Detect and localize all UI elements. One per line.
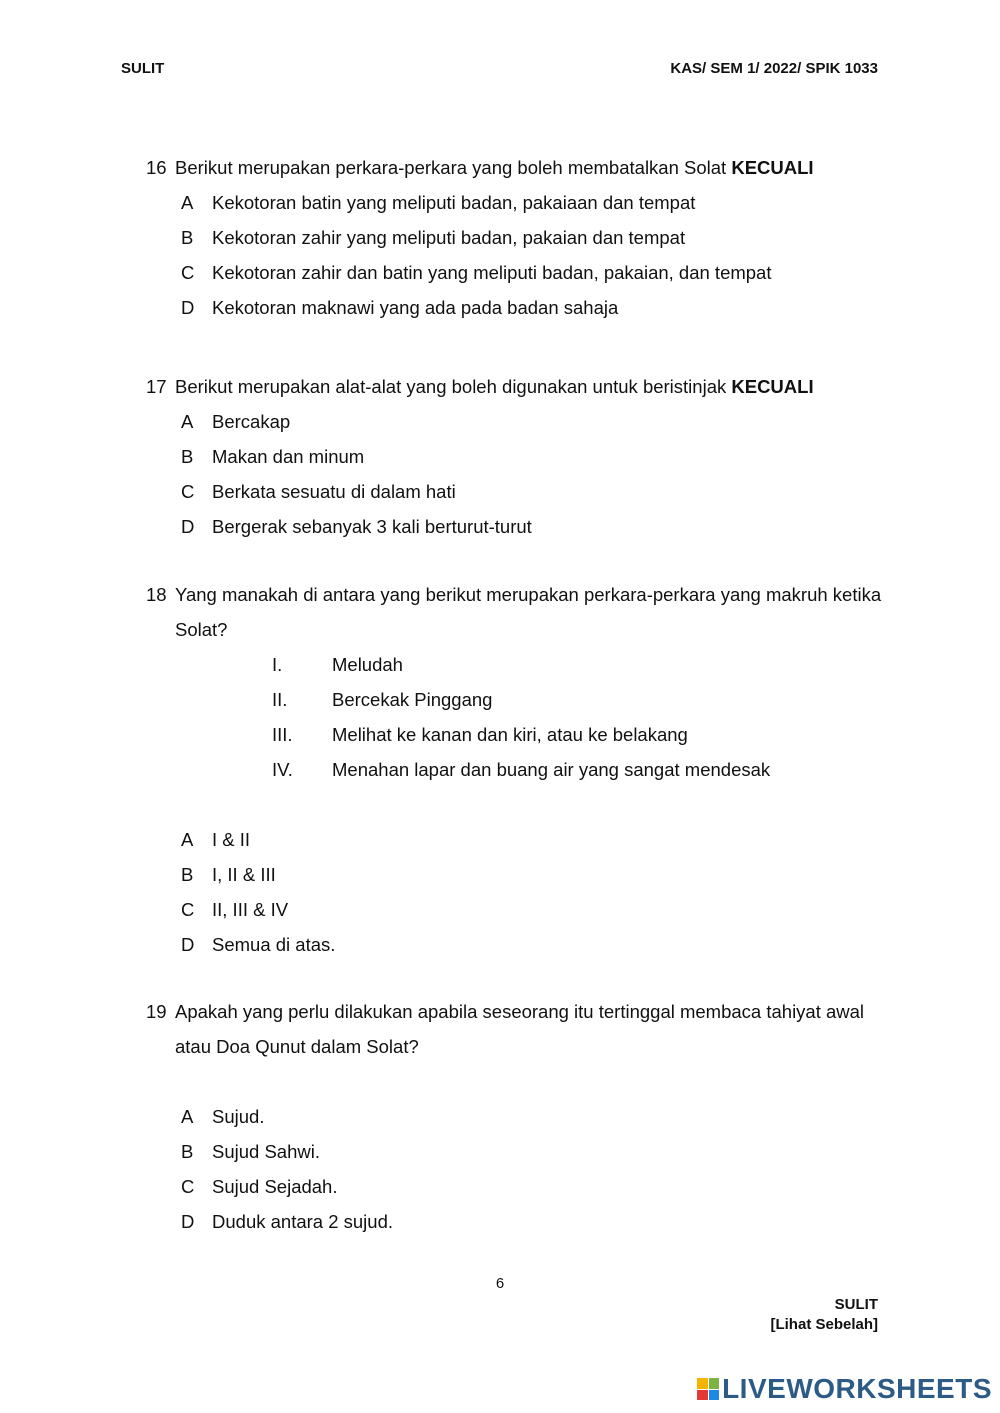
statement-i	[146, 647, 886, 682]
option-letter: B	[181, 227, 194, 248]
question-stem	[146, 369, 886, 404]
question-16	[146, 150, 886, 325]
option-c[interactable]	[146, 255, 886, 290]
question-17	[146, 369, 886, 544]
option-letter: A	[181, 411, 194, 432]
option-letter: A	[181, 192, 194, 213]
option-c[interactable]	[146, 892, 886, 927]
option-text: I & II	[212, 829, 251, 850]
option-letter: C	[181, 481, 195, 502]
liveworksheets-logo-icon	[697, 1378, 719, 1400]
question-text: Berikut merupakan perkara-perkara yang boleh membatalkan Solat KECUALI	[175, 157, 814, 178]
option-d[interactable]	[146, 1204, 886, 1239]
option-letter: A	[181, 829, 194, 850]
option-d[interactable]	[146, 927, 886, 962]
option-text: Kekotoran batin yang meliputi badan, pakaiaan dan tempat	[212, 192, 696, 213]
header-left: SULIT	[121, 60, 165, 77]
statement-text: Melihat ke kanan dan kiri, atau ke belakang	[332, 724, 688, 745]
option-text: Kekotoran zahir dan batin yang meliputi badan, pakaian, dan tempat	[212, 262, 772, 283]
question-text: Berikut merupakan alat-alat yang boleh digunakan untuk beristinjak KECUALI	[175, 376, 814, 397]
footer-sulit: SULIT	[834, 1296, 878, 1313]
option-text: Sujud Sahwi.	[212, 1141, 320, 1162]
question-number: 18	[146, 584, 167, 605]
option-text: Kekotoran maknawi yang ada pada badan sahaja	[212, 297, 619, 318]
page-number: 6	[495, 1275, 505, 1292]
option-b[interactable]	[146, 857, 886, 892]
statement-number: II.	[272, 689, 288, 710]
footer-lihat-sebelah: [Lihat Sebelah]	[770, 1316, 878, 1333]
option-text: Makan dan minum	[212, 446, 365, 467]
question-number: 16	[146, 157, 167, 178]
option-letter: D	[181, 1211, 195, 1232]
emphasis-kecuali: KECUALI	[731, 157, 814, 178]
option-d[interactable]	[146, 509, 886, 544]
option-a[interactable]	[146, 404, 886, 439]
option-text: Semua di atas.	[212, 934, 336, 955]
statement-ii	[146, 682, 886, 717]
option-text: Kekotoran zahir yang meliputi badan, pakaian dan tempat	[212, 227, 686, 248]
statement-text: Bercekak Pinggang	[332, 689, 493, 710]
statement-number: I.	[272, 654, 283, 675]
statement-iii	[146, 717, 886, 752]
option-d[interactable]	[146, 290, 886, 325]
option-letter: C	[181, 899, 195, 920]
liveworksheets-watermark	[697, 1373, 992, 1405]
option-text: Duduk antara 2 sujud.	[212, 1211, 394, 1232]
option-letter: C	[181, 1176, 195, 1197]
option-text: I, II & III	[212, 864, 276, 885]
emphasis-kecuali: KECUALI	[731, 376, 814, 397]
option-text: Bercakap	[212, 411, 291, 432]
option-a[interactable]	[146, 1099, 886, 1134]
option-b[interactable]	[146, 220, 886, 255]
option-b[interactable]	[146, 1134, 886, 1169]
option-letter: B	[181, 864, 194, 885]
option-text: Sujud Sejadah.	[212, 1176, 338, 1197]
option-letter: B	[181, 1141, 194, 1162]
header-right: KAS/ SEM 1/ 2022/ SPIK 1033	[670, 60, 878, 77]
option-a[interactable]	[146, 822, 886, 857]
option-letter: C	[181, 262, 195, 283]
option-letter: B	[181, 446, 194, 467]
question-18	[146, 577, 886, 962]
question-number: 19	[146, 1001, 167, 1022]
option-text: Sujud.	[212, 1106, 265, 1127]
option-letter: D	[181, 297, 195, 318]
option-a[interactable]	[146, 185, 886, 220]
option-c[interactable]	[146, 474, 886, 509]
option-letter: A	[181, 1106, 194, 1127]
option-c[interactable]	[146, 1169, 886, 1204]
question-stem	[146, 577, 886, 647]
statement-text: Meludah	[332, 654, 403, 675]
question-text: Apakah yang perlu dilakukan apabila seseorang itu tertinggal membaca tahiyat awal atau Doa Qunut dalam Solat?	[175, 1001, 865, 1057]
option-letter: D	[181, 516, 195, 537]
statement-text: Menahan lapar dan buang air yang sangat mendesak	[332, 759, 771, 780]
option-text: Berkata sesuatu di dalam hati	[212, 481, 456, 502]
question-stem	[146, 150, 886, 185]
statement-iv	[146, 752, 886, 787]
statement-number: IV.	[272, 759, 293, 780]
question-number: 17	[146, 376, 167, 397]
question-stem	[146, 994, 886, 1064]
option-b[interactable]	[146, 439, 886, 474]
option-text: II, III & IV	[212, 899, 289, 920]
option-text: Bergerak sebanyak 3 kali berturut-turut	[212, 516, 532, 537]
question-19	[146, 994, 886, 1239]
watermark-text: LIVEWORKSHEETS	[722, 1373, 992, 1404]
option-letter: D	[181, 934, 195, 955]
statement-number: III.	[272, 724, 293, 745]
question-text: Yang manakah di antara yang berikut merupakan perkara-perkara yang makruh ketika Solat?	[175, 584, 882, 640]
